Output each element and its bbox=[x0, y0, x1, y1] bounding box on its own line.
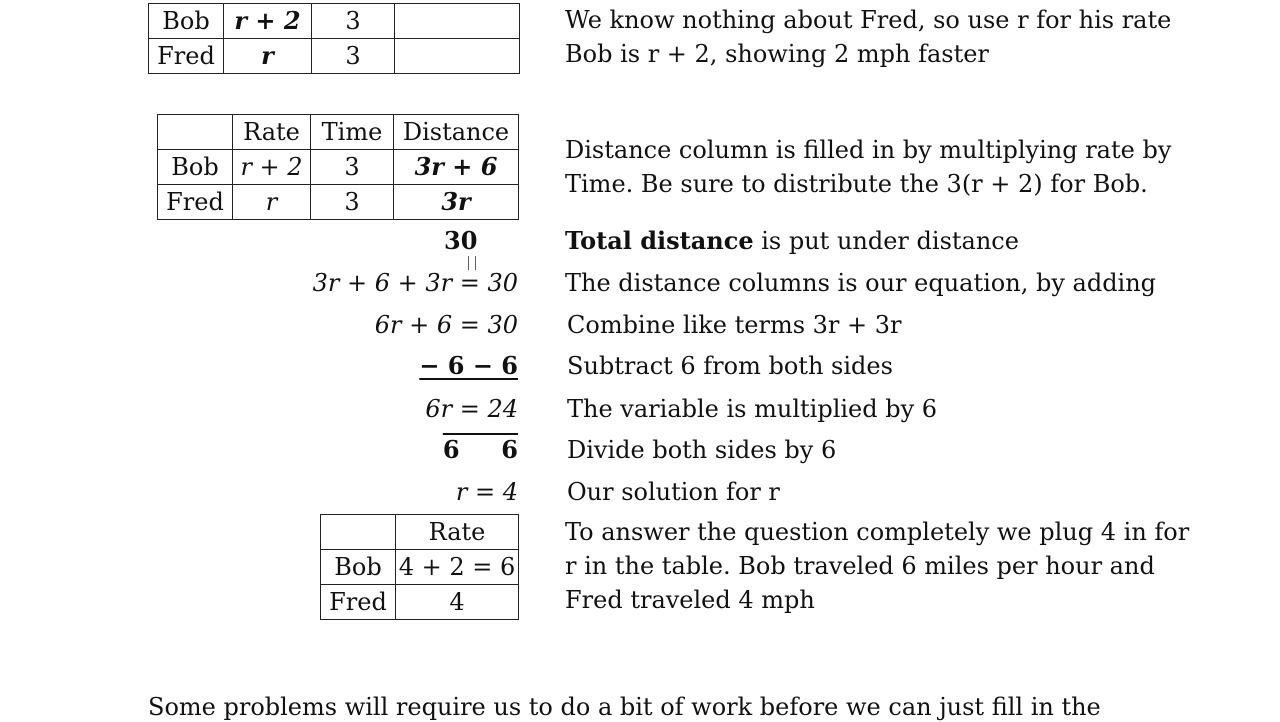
equation-step-2: 6r + 6 = 30 bbox=[374, 311, 518, 339]
rate-cell: r bbox=[233, 185, 311, 220]
row-name: Fred bbox=[321, 585, 396, 620]
note-distance-1: Distance column is filled in by multiplying rate by bbox=[565, 136, 1172, 164]
rate-cell: 4 bbox=[396, 585, 519, 620]
row-name: Bob bbox=[149, 4, 224, 39]
equation-step-1: 3r + 6 + 3r = 30 bbox=[312, 269, 518, 297]
total-note-bold: Total distance bbox=[565, 226, 754, 255]
rate-cell: 4 + 2 = 6 bbox=[396, 550, 519, 585]
note-distance-2: Time. Be sure to distribute the 3(r + 2) for Bob. bbox=[565, 170, 1148, 198]
time-cell: 3 bbox=[311, 150, 394, 185]
row-name: Bob bbox=[158, 150, 233, 185]
equation-step-3: − 6 − 6 bbox=[419, 351, 518, 380]
final-note-2: r in the table. Bob traveled 6 miles per hour and bbox=[565, 552, 1155, 580]
step-note-3: Subtract 6 from both sides bbox=[567, 352, 893, 380]
header-empty bbox=[158, 115, 233, 150]
equation-step-4: 6r = 24 bbox=[425, 395, 518, 423]
table-header-row bbox=[158, 115, 519, 150]
final-rate-table bbox=[320, 514, 519, 620]
step-note-6: Our solution for r bbox=[567, 478, 780, 506]
row-name: Bob bbox=[321, 550, 396, 585]
header-distance: Distance bbox=[394, 115, 519, 150]
step-note-5: Divide both sides by 6 bbox=[567, 436, 837, 464]
distance-cell: 3r bbox=[394, 185, 519, 220]
header-rate: Rate bbox=[233, 115, 311, 150]
equation-step-5: 6 6 bbox=[442, 435, 518, 464]
rate-cell: r + 2 bbox=[233, 150, 311, 185]
header-rate: Rate bbox=[396, 515, 519, 550]
distance-cell bbox=[395, 4, 520, 39]
time-cell: 3 bbox=[311, 185, 394, 220]
row-name: Fred bbox=[149, 39, 224, 74]
time-cell: 3 bbox=[312, 39, 395, 74]
note-bob-rate: Bob is r + 2, showing 2 mph faster bbox=[565, 40, 989, 68]
row-name: Fred bbox=[158, 185, 233, 220]
table-row bbox=[149, 39, 520, 74]
step-note-4: The variable is multiplied by 6 bbox=[567, 395, 938, 423]
table-row bbox=[158, 185, 519, 220]
rate-cell: r + 2 bbox=[224, 4, 312, 39]
header-time: Time bbox=[311, 115, 394, 150]
time-cell: 3 bbox=[312, 4, 395, 39]
note-fred-rate: We know nothing about Fred, so use r for his rate bbox=[565, 6, 1172, 34]
top-rate-table bbox=[148, 3, 520, 74]
table-row bbox=[149, 4, 520, 39]
step-note-2: Combine like terms 3r + 3r bbox=[567, 311, 902, 339]
body-paragraph: Some problems will require us to do a bit of work before we can just fill in the bbox=[148, 693, 1101, 721]
total-note bbox=[565, 226, 1019, 256]
final-note-3: Fred traveled 4 mph bbox=[565, 586, 815, 614]
header-empty bbox=[321, 515, 396, 550]
total-value: 30 bbox=[444, 226, 478, 255]
total-note-rest: is put under distance bbox=[753, 227, 1019, 255]
equation-step-6: r = 4 bbox=[455, 478, 518, 506]
step-note-1: The distance columns is our equation, by adding bbox=[565, 269, 1157, 297]
table-row bbox=[158, 150, 519, 185]
distance-cell: 3r + 6 bbox=[394, 150, 519, 185]
distance-cell bbox=[395, 39, 520, 74]
final-note-1: To answer the question completely we plug 4 in for bbox=[565, 518, 1190, 546]
rate-cell: r bbox=[224, 39, 312, 74]
table-row bbox=[321, 550, 519, 585]
rate-time-distance-table bbox=[157, 114, 519, 220]
table-row bbox=[321, 585, 519, 620]
table-header-row bbox=[321, 515, 519, 550]
